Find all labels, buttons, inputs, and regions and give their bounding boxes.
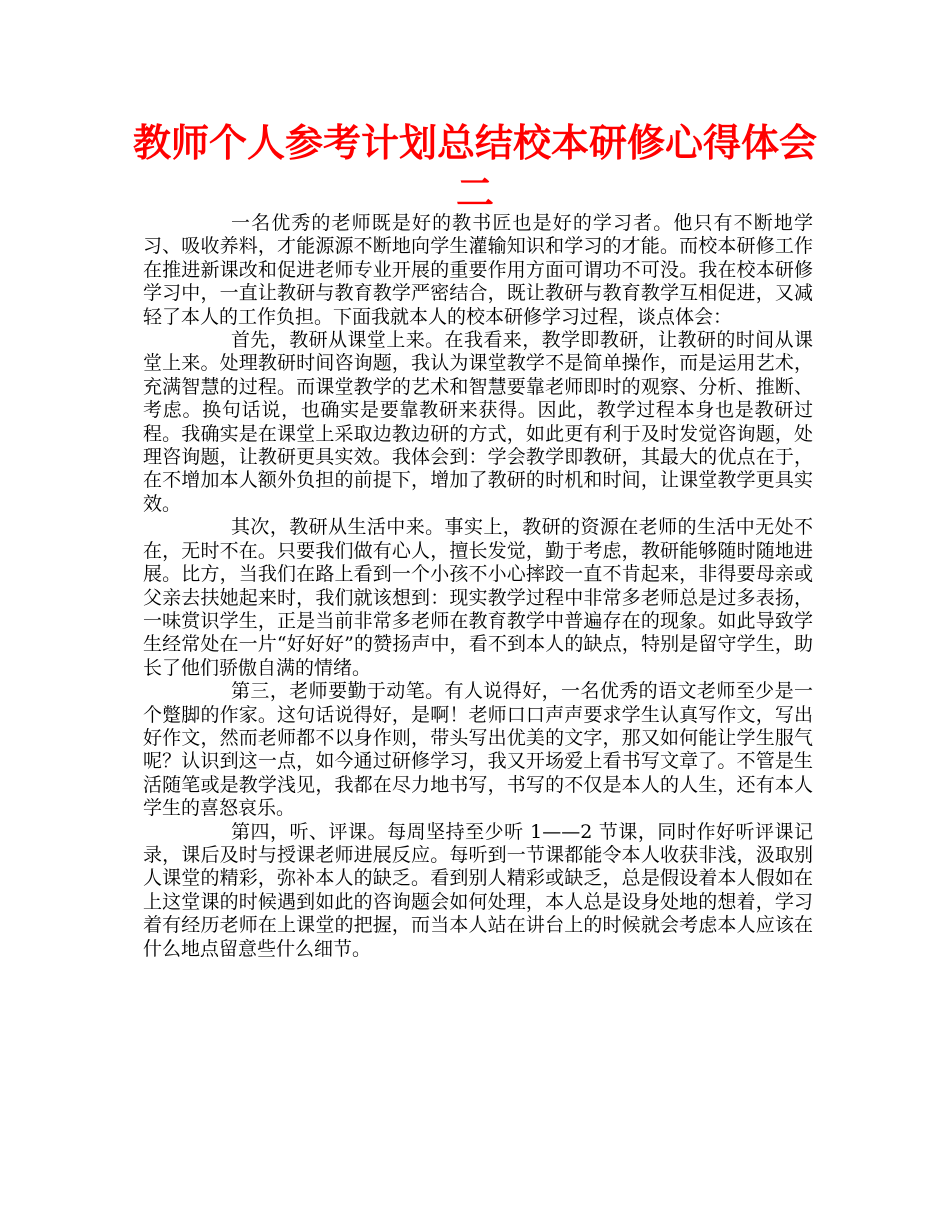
paragraph-second-point: 其次，教研从生活中来。事实上，教研的资源在老师的生活中无处不在，无时不在。只要我们做有心人，擅长发觉，勤于考虑，教研能够随时随地进展。比方，当我们在路上看到一个小孩不小心摔跤一直不肯起来，非得要母亲或父亲去扶她起来时，我们就该想到：现实教学过程中非常多老师总是过多表扬，一味赏识学生，正是当前非常多老师在教育教学中普遍存在的现象。如此导致学生经常处在一片“好好好”的赞扬声中，看不到本人的缺点，特别是留守学生，助长了他们骄傲自满的情绪。 <box>143 516 813 679</box>
paragraph-third-point: 第三，老师要勤于动笔。有人说得好，一名优秀的语文老师至少是一个蹩脚的作家。这句话说得好，是啊！老师口口声声要求学生认真写作文，写出好作文，然而老师都不以身作则，带头写出优美的文字，那又如何能让学生服气呢？认识到这一点，如今通过研修学习，我又开场爱上看书写文章了。不管是生活随笔或是教学浅见，我都在尽力地书写，书写的不仅是本人的人生，还有本人学生的喜怒哀乐。 <box>143 680 813 820</box>
paragraph-intro: 一名优秀的老师既是好的教书匠也是好的学习者。他只有不断地学习、吸收养料，才能源源不断地向学生灌输知识和学习的才能。而校本研修工作在推进新课改和促进老师专业开展的重要作用方面可谓功不可没。我在校本研修学习中，一直让教研与教育教学严密结合，既让教研与教育教学互相促进，又减轻了本人的工作负担。下面我就本人的校本研修学习过程，谈点体会： <box>143 212 813 328</box>
document-body <box>143 212 813 961</box>
document-title: 教师个人参考计划总结校本研修心得体会二 <box>132 121 817 215</box>
paragraph-first-point: 首先，教研从课堂上来。在我看来，教学即教研，让教研的时间从课堂上来。处理教研时间咨询题，我认为课堂教学不是简单操作，而是运用艺术，充满智慧的过程。而课堂教学的艺术和智慧要靠老师即时的观察、分析、推断、考虑。换句话说，也确实是要靠教研来获得。因此，教学过程本身也是教研过程。我确实是在课堂上采取边教边研的方式，如此更有利于及时发觉咨询题，处理咨询题，让教研更具实效。我体会到：学会教学即教研，其最大的优点在于，在不增加本人额外负担的前提下，增加了教研的时机和时间，让课堂教学更具实效。 <box>143 329 813 515</box>
paragraph-fourth-point: 第四，听、评课。每周坚持至少听 1——2 节课，同时作好听评课记录，课后及时与授课老师进展反应。每听到一节课都能令本人收获非浅，汲取别人课堂的精彩，弥补本人的缺乏。看到别人精彩或缺乏，总是假设着本人假如在上这堂课的时候遇到如此的咨询题会如何处理，本人总是设身处地的想着，学习着有经历老师在上课堂的把握，而当本人站在讲台上的时候就会考虑本人应该在什么地点留意些什么细节。 <box>143 820 813 960</box>
